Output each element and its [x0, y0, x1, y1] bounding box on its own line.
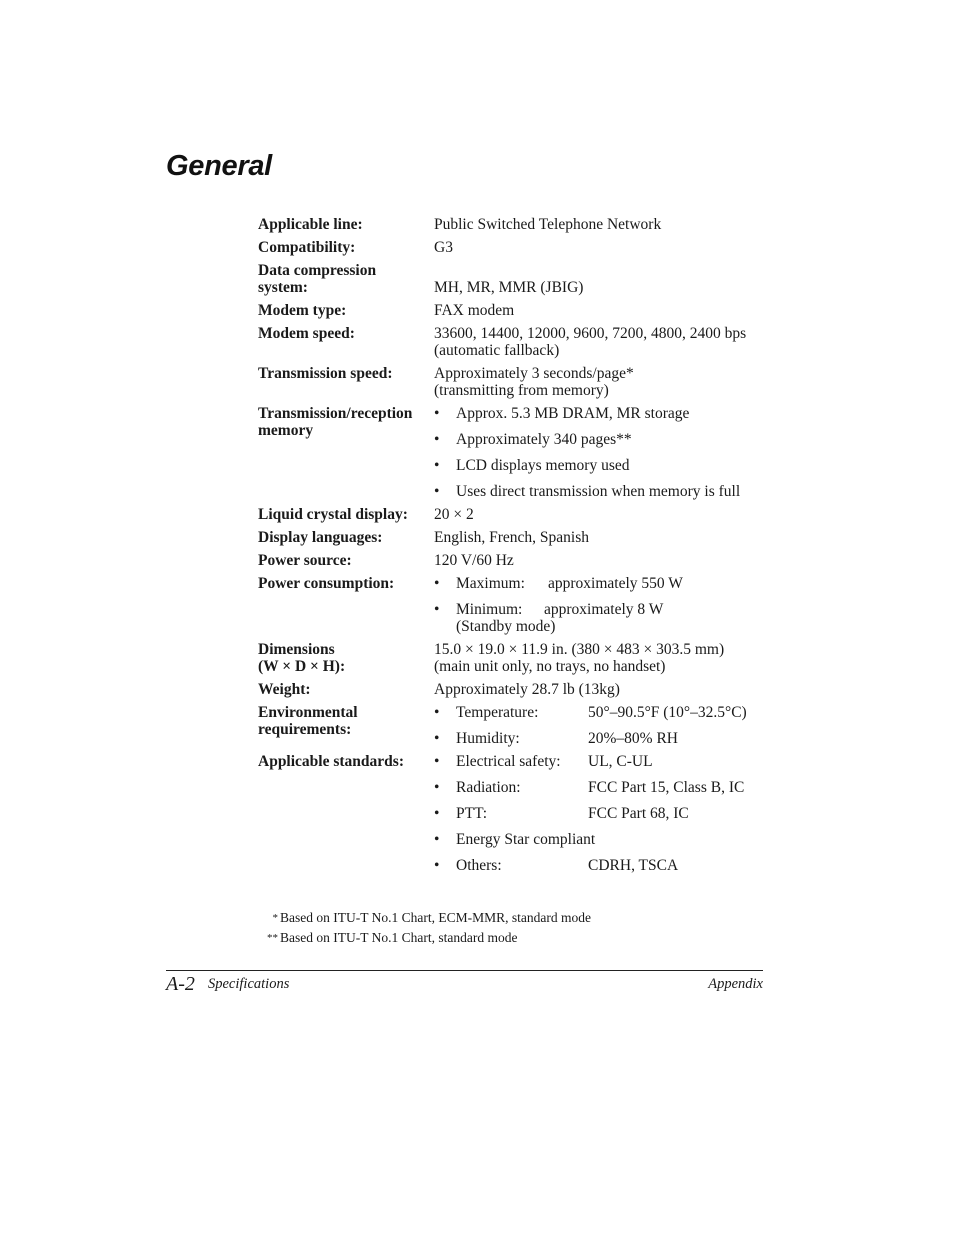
spec-value: MH, MR, MMR (JBIG) [434, 279, 584, 296]
spec-value-line: Approximately 3 seconds/page* [434, 365, 634, 382]
bullet-list [434, 704, 768, 747]
spec-value-line: 15.0 × 19.0 × 11.9 in. (380 × 483 × 303.5 mm) [434, 641, 725, 658]
spec-label: Modem speed: [258, 325, 355, 342]
list-item [434, 405, 768, 422]
footer-section: Specifications [208, 976, 290, 992]
list-item [434, 704, 768, 721]
spec-row-compatibility [258, 239, 768, 256]
pair-value: FCC Part 68, IC [588, 805, 689, 822]
list-item-pair [456, 601, 768, 618]
footnote [262, 928, 591, 948]
list-item [434, 753, 768, 770]
spec-value: Public Switched Telephone Network [434, 216, 662, 233]
spec-label-line: system: [258, 279, 308, 296]
footnote [262, 908, 591, 928]
bullet-icon: • [434, 457, 440, 474]
spec-label-line: requirements: [258, 721, 352, 738]
pair-key: PTT: [456, 805, 488, 822]
list-item-pair [456, 805, 768, 822]
list-item-text: Energy Star compliant [456, 831, 596, 848]
list-item [434, 805, 768, 822]
spec-value: FAX modem [434, 302, 515, 319]
spec-row-lcd [258, 506, 768, 523]
spec-value-cell [434, 575, 768, 635]
spec-label: Power consumption: [258, 575, 395, 592]
spec-label: Modem type: [258, 302, 347, 319]
spec-value: Approximately 28.7 lb (13kg) [434, 681, 620, 698]
list-item [434, 457, 768, 474]
spec-value-line: (transmitting from memory) [434, 382, 609, 399]
list-item [434, 831, 768, 848]
spec-row-modem-speed [258, 325, 768, 359]
spec-row-dimensions [258, 641, 768, 675]
spec-label-line: Transmission/reception [258, 405, 413, 422]
spec-label-line: Dimensions [258, 641, 335, 658]
spec-value-cell [434, 262, 768, 296]
spec-row-power-source [258, 552, 768, 569]
spec-value: G3 [434, 239, 453, 256]
spec-value-cell [434, 641, 768, 675]
list-item [434, 857, 768, 874]
bullet-list [434, 405, 768, 500]
page-number: A-2 [166, 973, 195, 995]
spec-label [258, 704, 434, 747]
spec-row-environmental [258, 704, 768, 747]
footnote-text: Based on ITU-T No.1 Chart, ECM-MMR, standard mode [280, 910, 591, 925]
spec-label: Liquid crystal display: [258, 506, 408, 523]
pair-value: FCC Part 15, Class B, IC [588, 779, 745, 796]
pair-value: approximately 8 W [544, 601, 664, 618]
spec-value-line: 33600, 14400, 12000, 9600, 7200, 4800, 2400 bps [434, 325, 747, 342]
pair-key: Humidity: [456, 730, 520, 747]
footer-chapter: Appendix [708, 976, 763, 992]
spec-table [258, 216, 768, 880]
list-item-text: Uses direct transmission when memory is full [456, 483, 741, 500]
spec-value-cell [434, 325, 768, 359]
list-item [434, 483, 768, 500]
list-item-body [456, 601, 768, 635]
spec-label: Weight: [258, 681, 311, 698]
spec-value: 120 V/60 Hz [434, 552, 514, 569]
pair-value: CDRH, TSCA [588, 857, 679, 874]
footnote-mark: ** [267, 932, 278, 944]
spec-row-transmission-speed [258, 365, 768, 399]
spec-row-power-consumption [258, 575, 768, 635]
spec-row-display-languages [258, 529, 768, 546]
list-item-text: Approximately 340 pages** [456, 431, 632, 448]
pair-key: Minimum: [456, 601, 523, 618]
spec-label: Power source: [258, 552, 352, 569]
spec-label [258, 405, 434, 500]
page-title: General [166, 150, 272, 182]
pair-value: 20%–80% RH [588, 730, 678, 747]
spec-value: English, French, Spanish [434, 529, 589, 546]
spec-label: Display languages: [258, 529, 383, 546]
bullet-icon: • [434, 753, 440, 770]
bullet-icon: • [434, 575, 440, 592]
spec-label [258, 641, 434, 675]
spec-label [258, 262, 434, 296]
list-item-pair [456, 753, 768, 770]
bullet-icon: • [434, 704, 440, 721]
list-item-text: Approx. 5.3 MB DRAM, MR storage [456, 405, 690, 422]
list-item-pair [456, 730, 768, 747]
spec-label: Transmission speed: [258, 365, 393, 382]
spec-value-line: (automatic fallback) [434, 342, 560, 359]
list-item-note: (Standby mode) [456, 618, 556, 635]
pair-value: approximately 550 W [548, 575, 683, 592]
pair-value: 50°–90.5°F (10°–32.5°C) [588, 704, 747, 721]
list-item-pair [456, 779, 768, 796]
bullet-list [434, 575, 768, 635]
spec-value: 20 × 2 [434, 506, 474, 523]
spec-row-applicable-line [258, 216, 768, 233]
footnote-mark: * [272, 912, 278, 924]
spec-label-line: (W × D × H): [258, 658, 346, 675]
spec-row-data-compression [258, 262, 768, 296]
pair-key: Radiation: [456, 779, 521, 796]
bullet-icon: • [434, 805, 440, 822]
list-item-pair [456, 575, 768, 592]
bullet-icon: • [434, 779, 440, 796]
list-item-text: LCD displays memory used [456, 457, 630, 474]
spec-label: Compatibility: [258, 239, 356, 256]
spec-value-cell [434, 753, 768, 874]
footnote-text: Based on ITU-T No.1 Chart, standard mode [280, 930, 518, 945]
bullet-icon: • [434, 431, 440, 448]
bullet-icon: • [434, 405, 440, 422]
bullet-icon: • [434, 857, 440, 874]
spec-row-tx-rx-memory [258, 405, 768, 500]
pair-value: UL, C-UL [588, 753, 653, 770]
footnotes [262, 908, 591, 948]
list-item [434, 575, 768, 592]
list-item [434, 431, 768, 448]
bullet-icon: • [434, 730, 440, 747]
spec-value-line: (main unit only, no trays, no handset) [434, 658, 666, 675]
pair-key: Electrical safety: [456, 753, 561, 770]
spec-value-cell [434, 405, 768, 500]
list-item-pair [456, 704, 768, 721]
spec-value-cell [434, 704, 768, 747]
spec-label-line: Environmental [258, 704, 358, 721]
page-footer [166, 973, 763, 997]
spec-row-modem-type [258, 302, 768, 319]
spec-label-line: Data compression [258, 262, 377, 279]
spec-label: Applicable line: [258, 216, 363, 233]
spec-label-line: memory [258, 422, 314, 439]
pair-key: Temperature: [456, 704, 539, 721]
list-item [434, 779, 768, 796]
spec-row-applicable-standards [258, 753, 768, 874]
spec-value-cell [434, 365, 768, 399]
bullet-icon: • [434, 831, 440, 848]
list-item [434, 730, 768, 747]
pair-key: Others: [456, 857, 502, 874]
footer-divider [166, 970, 763, 971]
list-item-pair [456, 857, 768, 874]
list-item [434, 601, 768, 635]
bullet-list [434, 753, 768, 874]
bullet-icon: • [434, 601, 440, 618]
pair-key: Maximum: [456, 575, 525, 592]
spec-label: Applicable standards: [258, 753, 404, 770]
spec-row-weight [258, 681, 768, 698]
bullet-icon: • [434, 483, 440, 500]
